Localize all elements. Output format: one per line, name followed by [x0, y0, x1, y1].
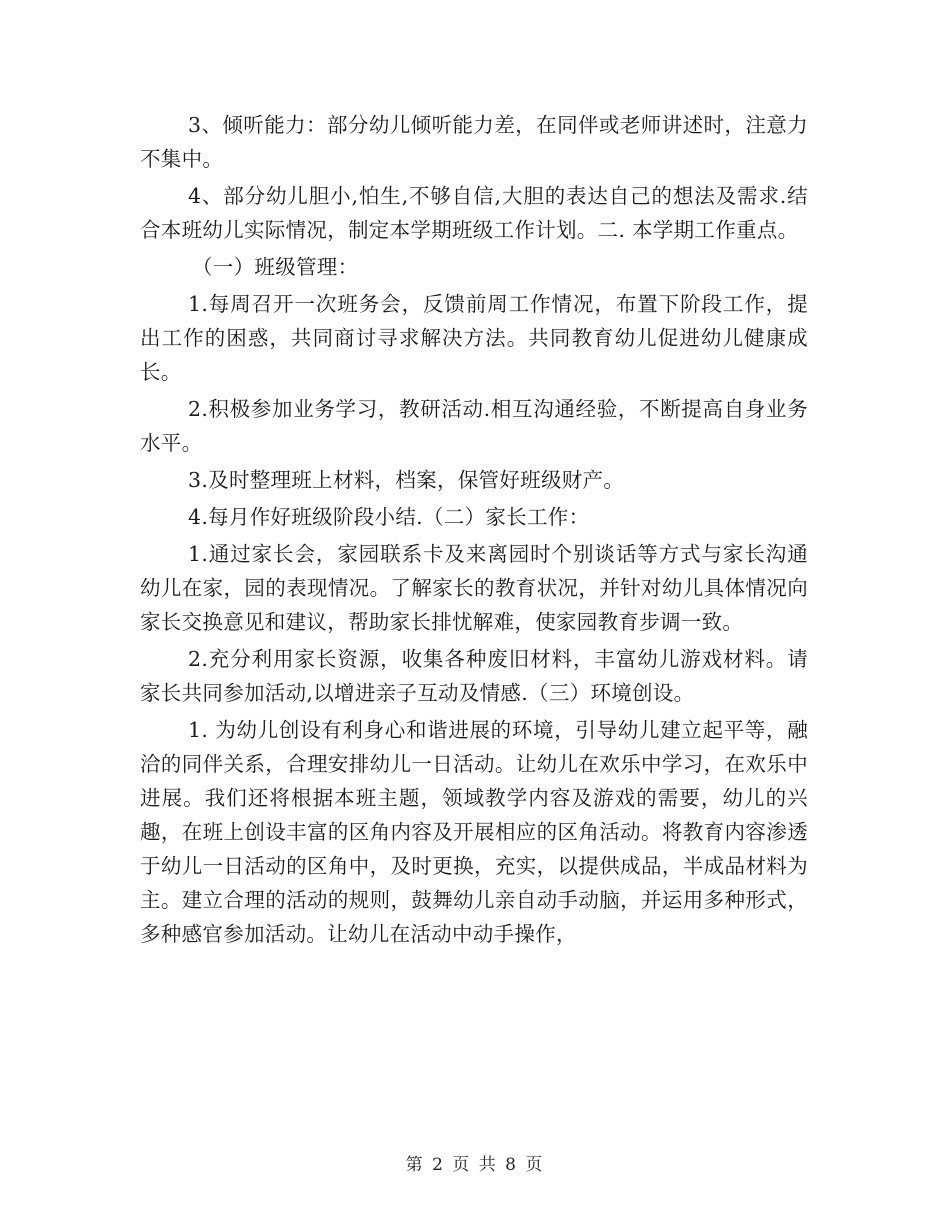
paragraph-monthly-summary: 4.每月作好班级阶段小结.（二）家长工作：	[188, 505, 590, 529]
section-heading-class-management: （一）班级管理：	[192, 255, 359, 279]
page-number-footer: 第 2 页 共 8 页	[405, 1155, 545, 1175]
document-body	[140, 108, 808, 954]
paragraph-weekly-meeting: 1.每周召开一次班务会，反馈前周工作情况，布置下阶段工作，提出工作的困惑，共同商讨寻求解决方法。共同教育幼儿促进幼儿健康成长。	[140, 292, 808, 384]
paragraph-parent-resources: 2.充分利用家长资源，收集各种废旧材料，丰富幼儿游戏材料。请家长共同参加活动,以增进亲子互动及情感.（三）环境创设。	[140, 647, 808, 705]
paragraph-environment-creation: 1. 为幼儿创设有利身心和谐进展的环境，引导幼儿建立起平等，融洽的同伴关系，合理安排幼儿一日活动。让幼儿在欢乐中学习，在欢乐中进展。我们还将根据本班主题，领域教学内容及游戏的需要，幼儿的兴趣，在班上创设丰富的区角内容及开展相应的区角活动。将教育内容渗透于幼儿一日活动的区角中，及时更换，充实，以提供成品，半成品材料为主。建立合理的活动的规则，鼓舞幼儿亲自动手动脑，并运用多种形式，多种感官参加活动。让幼儿在活动中动手操作，	[140, 718, 808, 946]
paragraph-listening-ability: 3、倾听能力：部分幼儿倾听能力差，在同伴或老师讲述时，注意力不集中。	[140, 113, 808, 171]
paragraph-parent-communication: 1.通过家长会，家园联系卡及来离园时个别谈话等方式与家长沟通幼儿在家，园的表现情况。了解家长的教育状况，并针对幼儿具体情况向家长交换意见和建议，帮助家长排忧解难，使家园教育步调一致。	[140, 542, 808, 634]
paragraph-timid-children: 4、部分幼儿胆小,怕生,不够自信,大胆的表达自己的想法及需求.结合本班幼儿实际情况，制定本学期班级工作计划。二. 本学期工作重点。	[140, 184, 808, 242]
paragraph-professional-study: 2.积极参加业务学习，教研活动.相互沟通经验，不断提高自身业务水平。	[140, 397, 808, 455]
paragraph-organize-materials: 3.及时整理班上材料，档案，保管好班级财产。	[188, 468, 625, 492]
